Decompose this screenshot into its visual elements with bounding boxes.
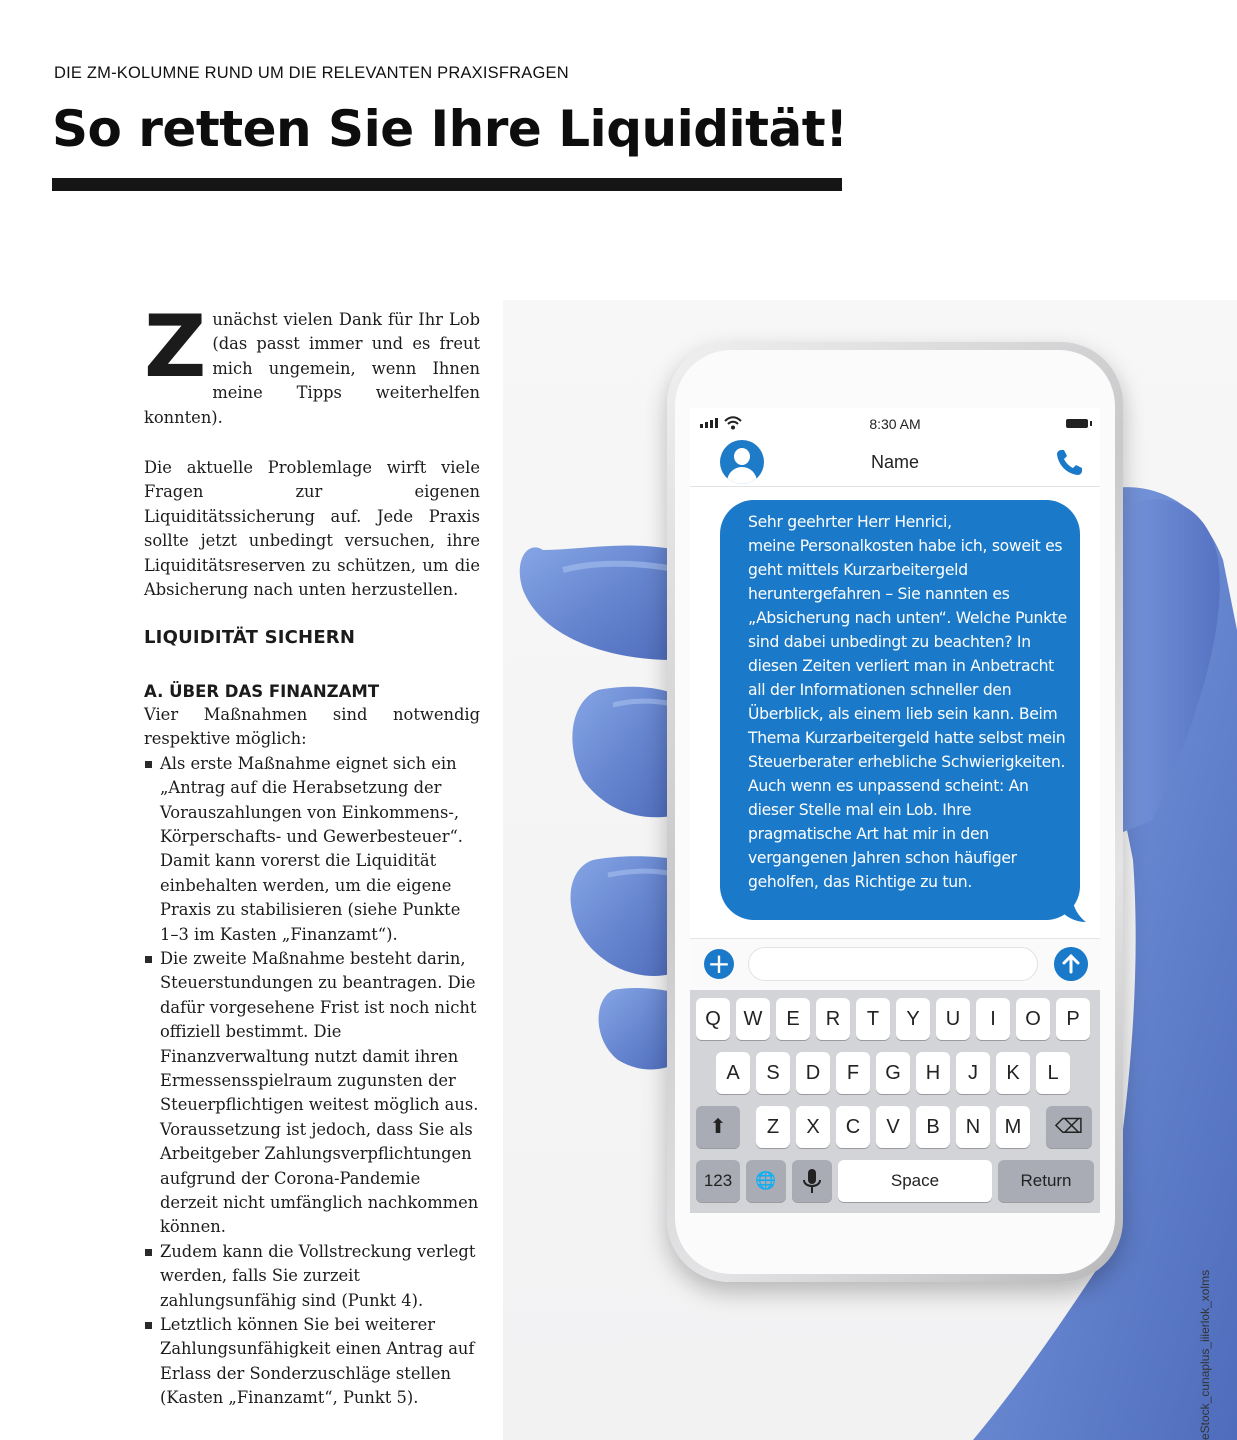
key-b[interactable]: B [916, 1106, 950, 1148]
key-n[interactable]: N [956, 1106, 990, 1148]
return-key[interactable]: Return [998, 1160, 1094, 1202]
key-a[interactable]: A [716, 1052, 750, 1094]
key-z[interactable]: Z [756, 1106, 790, 1148]
article-body [144, 297, 480, 1411]
status-bar [690, 408, 1100, 436]
phone-screen [690, 408, 1100, 1213]
key-m[interactable]: M [996, 1106, 1030, 1148]
message-bubble: Sehr geehrter Herr Henrici, meine Personalkosten habe ich, soweit es geht mittels Kurzarbeitergeld heruntergefahren – Sie nannten es „Absicherung nach unten“. Welche Punkte sind dabei unbedingt zu beachten? In diesen Zeiten verliert man in Anbetracht all der Informationen schneller den Überblick, als einem lieb sein kann. Beim Thema Kurzarbeitergeld hatte selbst mein Steuerberater erhebliche Schwierigkeiten. Auch wenn es unpassend scheint: An dieser Stelle mal ein Lob. Ihre pragmatische Art hat mir in den vergangenen Jahren schon häufiger geholfen, das Richtige zu tun. [720, 500, 1080, 920]
globe-icon[interactable]: 🌐 [746, 1160, 786, 1202]
key-u[interactable]: U [936, 998, 970, 1040]
message-input-bar [690, 938, 1100, 991]
call-icon[interactable] [1052, 444, 1088, 480]
sub-heading: A. ÜBER DAS FINANZAMT [144, 681, 380, 701]
photo-credit-text: eStock_cunaplus_iiierlok_xolms [1198, 1269, 1212, 1440]
keyboard-row-3 [690, 1106, 1100, 1150]
key-l[interactable]: L [1036, 1052, 1070, 1094]
status-time: 8:30 AM [869, 416, 921, 432]
message-input[interactable] [748, 947, 1038, 981]
key-w[interactable]: W [736, 998, 770, 1040]
intro-paragraph-text: unächst vielen Dank für Ihr Lob (das passt immer und es freut mich ungemein, wenn Ihnen meine Tipps weiterhelfen konnten). [144, 310, 480, 427]
key-s[interactable]: S [756, 1052, 790, 1094]
photo-credit [1180, 1230, 1212, 1440]
key-h[interactable]: H [916, 1052, 950, 1094]
key-k[interactable]: K [996, 1052, 1030, 1094]
key-c[interactable]: C [836, 1106, 870, 1148]
keyboard-row-4 [690, 1160, 1100, 1204]
key-j[interactable]: J [956, 1052, 990, 1094]
add-attachment-button[interactable]: + [704, 949, 734, 979]
article-headline: So retten Sie Ihre Liquidität! [52, 100, 848, 158]
key-v[interactable]: V [876, 1106, 910, 1148]
intro-paragraph [144, 297, 480, 430]
virtual-keyboard [690, 990, 1100, 1213]
bubble-tail [1062, 894, 1086, 924]
column-kicker: DIE ZM-KOLUMNE RUND UM DIE RELEVANTEN PRAXISFRAGEN [54, 64, 569, 82]
numbers-key[interactable]: 123 [696, 1160, 740, 1202]
keyboard-row-1 [690, 998, 1100, 1042]
key-x[interactable]: X [796, 1106, 830, 1148]
key-p[interactable]: P [1056, 998, 1090, 1040]
chat-header [690, 436, 1100, 487]
list-item: Als erste Maßnahme eignet sich ein „Antrag auf die Herabsetzung der Vorauszahlungen von Einkommens-, Körperschafts- und Gewerbesteuer“. Damit kann vorerst die Liquidität einbehalten werden, um die eigene Praxis zu stabilisieren (siehe Punkte 1–3 im Kasten „Finanzamt“). [144, 752, 480, 947]
space-key[interactable]: Space [838, 1160, 992, 1202]
key-d[interactable]: D [796, 1052, 830, 1094]
backspace-key[interactable]: ⌫ [1046, 1106, 1092, 1148]
key-e[interactable]: E [776, 998, 810, 1040]
send-button[interactable] [1054, 947, 1088, 981]
key-r[interactable]: R [816, 998, 850, 1040]
list-item: Letztlich können Sie bei weiterer Zahlungsunfähigkeit einen Antrag auf Erlass der Sonderzuschläge stellen (Kasten „Finanzamt“, Punkt 5). [144, 1313, 480, 1411]
list-item: Zudem kann die Vollstreckung verlegt werden, falls Sie zurzeit zahlungsunfähig sind (Punkt 4). [144, 1240, 480, 1313]
contact-name: Name [870, 452, 919, 472]
key-o[interactable]: O [1016, 998, 1050, 1040]
section-heading: LIQUIDITÄT SICHERN [144, 627, 356, 649]
drop-cap: Z [144, 297, 207, 397]
shift-key[interactable]: ⬆ [696, 1106, 740, 1148]
key-t[interactable]: T [856, 998, 890, 1040]
key-f[interactable]: F [836, 1052, 870, 1094]
key-q[interactable]: Q [696, 998, 730, 1040]
keyboard-row-2 [690, 1052, 1100, 1096]
key-i[interactable]: I [976, 998, 1010, 1040]
measures-list [144, 752, 480, 1411]
key-g[interactable]: G [876, 1052, 910, 1094]
microphone-icon[interactable] [792, 1160, 832, 1202]
headline-rule [52, 178, 842, 191]
key-y[interactable]: Y [896, 998, 930, 1040]
problem-paragraph: Die aktuelle Problemlage wirft viele Fragen zur eigenen Liquiditätssicherung auf. Jede Praxis sollte jetzt unbedingt versuchen, ihre Liquiditätsreserven zu schützen, um die Absicherung nach unten herzustellen. [144, 458, 480, 600]
measures-intro: Vier Maßnahmen sind notwendig respektive möglich: [144, 704, 480, 749]
battery-icon [1066, 419, 1088, 428]
list-item: Die zweite Maßnahme besteht darin, Steuerstundungen zu beantragen. Die dafür vorgesehene Frist ist noch nicht offiziell bestimmt. Die Finanzverwaltung nutzt damit ihren Ermessensspielraum zugunsten der Steuerpflichtigen weitest möglich aus. Voraussetzung ist jedoch, dass Sie als Arbeitgeber Zahlungsverpflichtungen aufgrund der Corona-Pandemie derzeit nicht umfänglich nachkommen können. [144, 947, 480, 1240]
